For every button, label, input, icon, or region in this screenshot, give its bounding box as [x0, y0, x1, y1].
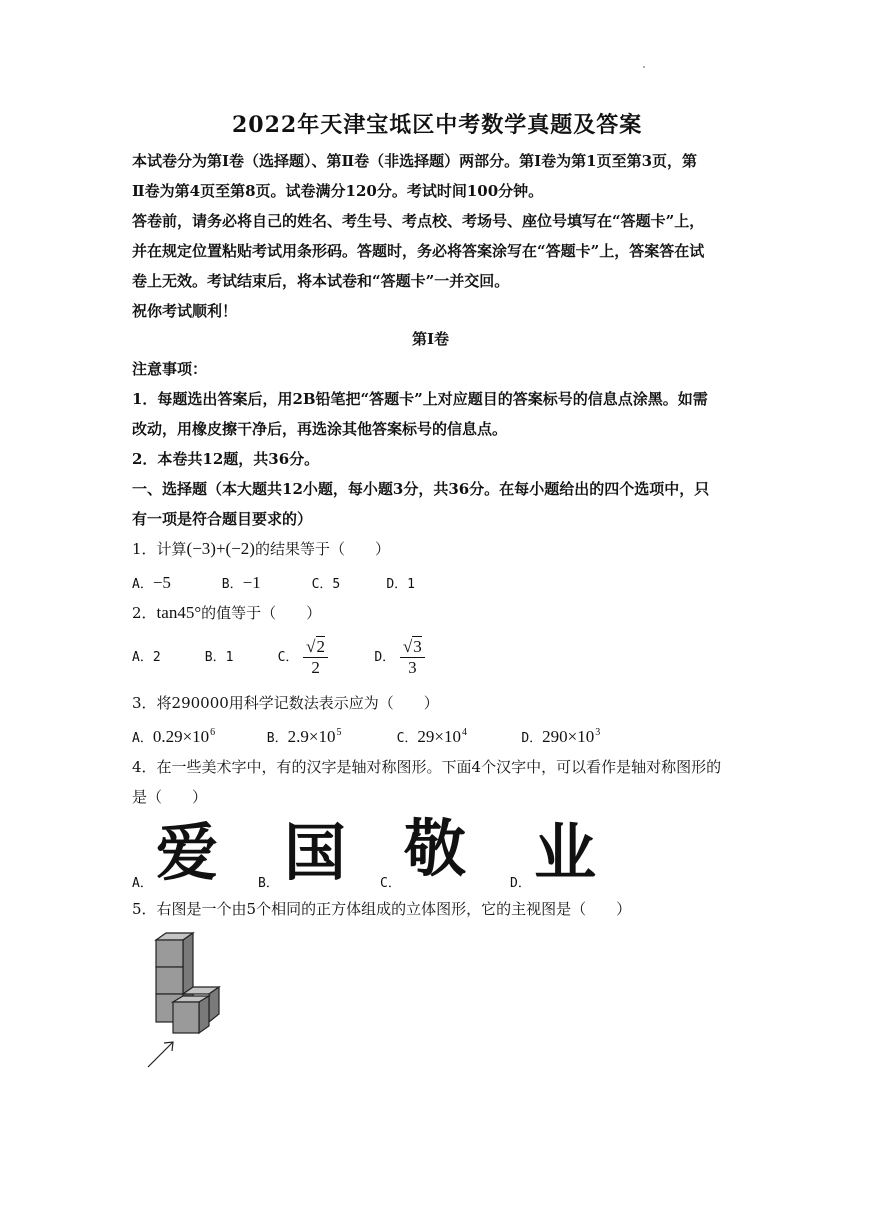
q2-stem	[132, 598, 321, 628]
q4-stem-b: 是（ ）	[132, 788, 208, 806]
q1-expression: (−3)+(−2)	[186, 539, 255, 558]
q4-option-b-label: B．	[258, 876, 279, 891]
intro-line-2: Ⅱ卷为第4页至第8页。试卷满分120分。考试时间100分钟。	[132, 182, 544, 200]
q3-options	[132, 722, 600, 755]
q3-option-b: B．$2.9\times 10^5$	[266, 727, 342, 746]
q3-option-a: A．$0.29\times 10^6$	[132, 727, 216, 746]
section-heading: 第Ⅰ卷	[412, 330, 450, 348]
notice-1b: 改动，用橡皮擦干净后，再选涂其他答案标号的信息点。	[132, 420, 508, 438]
notice-2: 2．本卷共12题，共36分。	[132, 450, 320, 468]
q5-cube-figure	[140, 930, 250, 1075]
q4-stem-a: 4．在一些美术字中，有的汉字是轴对称图形。下面4个汉字中，可以看作是轴对称图形的	[132, 758, 722, 776]
cube-front-top	[156, 940, 183, 967]
intro-line-1: 本试卷分为第Ⅰ卷（选择题）、第Ⅱ卷（非选择题）两部分。第Ⅰ卷为第1页至第3页，第	[132, 152, 698, 170]
part1-line-a: 一、选择题（本大题共12小题，每小题3分，共36分。在每小题给出的四个选项中，只	[132, 480, 710, 498]
q2-suffix: 的值等于（ ）	[201, 604, 322, 622]
q1-prefix: 1．计算	[132, 540, 187, 558]
q2-option-c: C． $\frac{√2}{2}$	[278, 634, 370, 680]
q1-stem	[132, 534, 390, 564]
q1-option-c: C．5	[311, 577, 341, 592]
q4-option-c-char: 敬	[404, 812, 467, 885]
q1-option-b: B．−1	[221, 573, 261, 592]
q1-suffix: 的结果等于（ ）	[254, 540, 390, 558]
page-title: 2022年天津宝坻区中考数学真题及答案	[232, 112, 643, 138]
view-arrow	[148, 1042, 173, 1067]
q1-option-b-value: −1	[242, 573, 261, 592]
q3-option-d: D．$290\times 10^3$	[521, 727, 601, 746]
notice-1a: 1．每题选出答案后，用2B铅笔把“答题卡”上对应题目的答案标号的信息点涂黑。如需	[132, 390, 708, 408]
q2-options	[132, 634, 425, 680]
intro-line-5: 卷上无效。考试结束后，将本试卷和“答题卡”一并交回。	[132, 272, 510, 290]
notice-title: 注意事项：	[132, 360, 208, 378]
q1-option-d: D．1	[386, 577, 415, 592]
q1-option-a-value: −5	[152, 573, 171, 592]
q1-options	[132, 568, 415, 600]
cube-front-right-side	[199, 996, 209, 1033]
cube-front-right-face	[173, 1002, 199, 1033]
q4-option-a-label: A．	[132, 876, 153, 891]
q2-option-c-fraction: $\frac{√2}{2}$	[303, 637, 328, 678]
part1-line-b: 有一项是符合题目要求的）	[132, 510, 313, 528]
q4-option-d-char: 业	[534, 816, 597, 889]
q2-option-d: D． $\frac{√3}{3}$	[374, 634, 424, 680]
q2-option-a: A．2	[132, 650, 161, 665]
intro-line-6: 祝你考试顺利！	[132, 302, 238, 320]
cube-back-side	[209, 987, 219, 1022]
q3-stem: 3．将290000用科学记数法表示应为（ ）	[132, 694, 439, 712]
q2-expression: tan45°	[156, 603, 202, 622]
q4-option-a-char: 爱	[156, 816, 219, 889]
q2-option-b: B．1	[204, 650, 234, 665]
q3-option-c: C．$29\times 10^4$	[396, 727, 467, 746]
q2-prefix: 2．	[132, 604, 157, 622]
q5-stem: 5．右图是一个由5个相同的正方体组成的立体图形，它的主视图是（ ）	[132, 900, 632, 918]
intro-line-4: 并在规定位置粘贴考试用条形码。答题时，务必将答案涂写在“答题卡”上，答案答在试	[132, 242, 705, 260]
q4-option-b-char: 国	[284, 816, 347, 889]
q2-option-d-fraction: $\frac{√3}{3}$	[400, 637, 425, 678]
intro-line-3: 答卷前，请务必将自己的姓名、考生号、考点校、考场号、座位号填写在“答题卡”上，	[132, 212, 705, 230]
q1-option-a: A．−5	[132, 573, 171, 592]
q4-option-c-label: C．	[380, 876, 401, 891]
q4-option-d-label: D．	[510, 876, 531, 891]
corner-dot	[643, 66, 645, 68]
cube-front-middle	[156, 967, 183, 994]
